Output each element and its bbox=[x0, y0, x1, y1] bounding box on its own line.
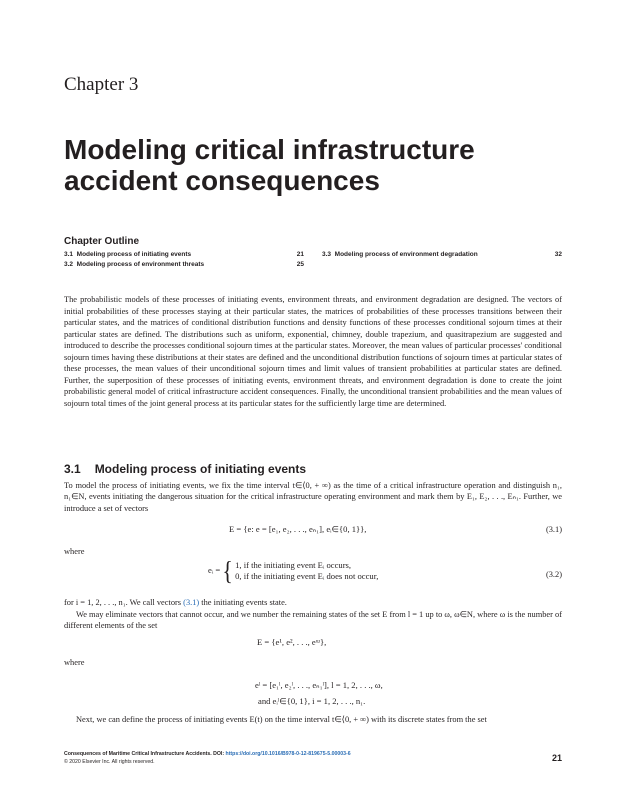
page-number: 21 bbox=[551, 753, 562, 763]
toc-item[interactable] bbox=[64, 261, 304, 268]
equation-vector: eˡ = [e₁ˡ, e₂ˡ, . . ., eₙ₁ˡ], l = 1, 2, . . ., ω, bbox=[255, 680, 383, 690]
equation-case: 1, if the initiating event Eᵢ occurs, bbox=[235, 560, 352, 570]
toc-item-page: 32 bbox=[554, 251, 562, 258]
equation-set: E = {e¹, e², . . ., eᵚ}, bbox=[257, 637, 327, 647]
equation-lhs: eᵢ = bbox=[208, 564, 221, 575]
toc-item-page: 25 bbox=[296, 261, 304, 268]
text-span: the initiating events state. bbox=[199, 598, 287, 607]
toc-item-number: 3.3 bbox=[322, 251, 332, 258]
where-text: where bbox=[64, 547, 85, 556]
doi-link[interactable]: https://doi.org/10.1016/B978-0-12-819675-5.00003-6 bbox=[225, 751, 351, 757]
toc-item-number: 3.1 bbox=[64, 251, 74, 258]
section-title: Modeling process of initiating events bbox=[94, 462, 307, 476]
brace-symbol: { bbox=[222, 555, 233, 586]
footer-source-text: Consequences of Maritime Critical Infrastructure Accidents. DOI: bbox=[64, 751, 226, 757]
toc-item-title: Modeling process of initiating events bbox=[76, 251, 192, 258]
chapter-title: Modeling critical infrastructure accident consequences bbox=[64, 134, 475, 196]
body-paragraph: We may eliminate vectors that cannot occur, and we number the remaining states of the set E from l = 1 up to ω, ω∈N, where ω is the number of different elements of the set bbox=[64, 610, 562, 631]
footer-copyright: © 2020 Elsevier Inc. All rights reserved. bbox=[64, 759, 155, 765]
toc-item-title: Modeling process of environment degradation bbox=[334, 251, 478, 258]
toc-item-number: 3.2 bbox=[64, 261, 74, 268]
equation-3-2 bbox=[208, 555, 379, 586]
body-paragraph bbox=[64, 597, 562, 608]
equation-cases bbox=[235, 560, 378, 582]
footer-source bbox=[64, 751, 351, 757]
toc-item-title: Modeling process of environment threats bbox=[76, 261, 205, 268]
equation-case: 0, if the initiating event Eᵢ does not occur, bbox=[235, 571, 379, 581]
chapter-abstract: The probabilistic models of these processes of initiating events, environment threats, and environment degradation are designed. The vectors of initial probabilities of these processes staying at their particular states, the matrices of probabilities of these processes transitions between their particular states, and the matrices of conditional distribution functions and density functions of these processes conditional sojourn times at their particular states are defined. The distributions such as uniform, exponential, chimney, double trapezium, and quasitrapezium are suggested and introduced to describe the processes conditional sojourn times at the particular states. Moreover, the mean values of particular processes' conditional sojourn times having these distributions at their states are defined and the unconditional distribution functions of sojourn times at particular states of these processes, the mean values of their unconditional sojourn times and limit values of transient probabilities at particular states are defined. Further, the superposition of these processes of initiating events, environment threats, and environment degradation is done to create the joint probabilistic general model of critical infrastructure accident consequences. Finally, the unconditional transient probabilities and the mean values of sojourn total times of the joint general process at its particular states for the sufficiently large time are determined. bbox=[64, 295, 562, 408]
toc-item[interactable] bbox=[322, 251, 562, 258]
equation-vector-condition: and eᵢˡ∈{0, 1}, i = 1, 2, . . ., n₁. bbox=[258, 696, 366, 706]
section-heading bbox=[64, 462, 306, 476]
body-paragraph: Next, we can define the process of initiating events E(t) on the time interval t∈⟨0, + ∞) with its discrete states from the set bbox=[76, 715, 487, 724]
toc-item[interactable] bbox=[64, 251, 304, 258]
equation-3-1: E = {e: e = [e₁, e₂, . . ., eₙ₁], eᵢ∈{0, 1}}, bbox=[229, 524, 367, 534]
equation-number: (3.2) bbox=[545, 570, 562, 579]
section-number: 3.1 bbox=[64, 462, 81, 476]
equation-number: (3.1) bbox=[545, 525, 562, 534]
chapter-label: Chapter 3 bbox=[64, 74, 139, 95]
equation-reference-link[interactable]: (3.1) bbox=[183, 598, 200, 607]
chapter-outline-heading: Chapter Outline bbox=[64, 236, 140, 247]
toc-item-page: 21 bbox=[296, 251, 304, 258]
where-text: where bbox=[64, 658, 85, 667]
text-span: for i = 1, 2, . . ., n₁. We call vectors bbox=[64, 598, 184, 607]
body-paragraph: To model the process of initiating events, we fix the time interval t∈⟨0, + ∞) as the time of a critical infrastructure operation and distinguish n₁, n₁∈N, events initiating the dangerous situation for the critical infrastructure operating environment and mark them by E₁, E₂, . . ., Eₙ₁. Further, we introduce a set of vectors bbox=[64, 481, 562, 513]
